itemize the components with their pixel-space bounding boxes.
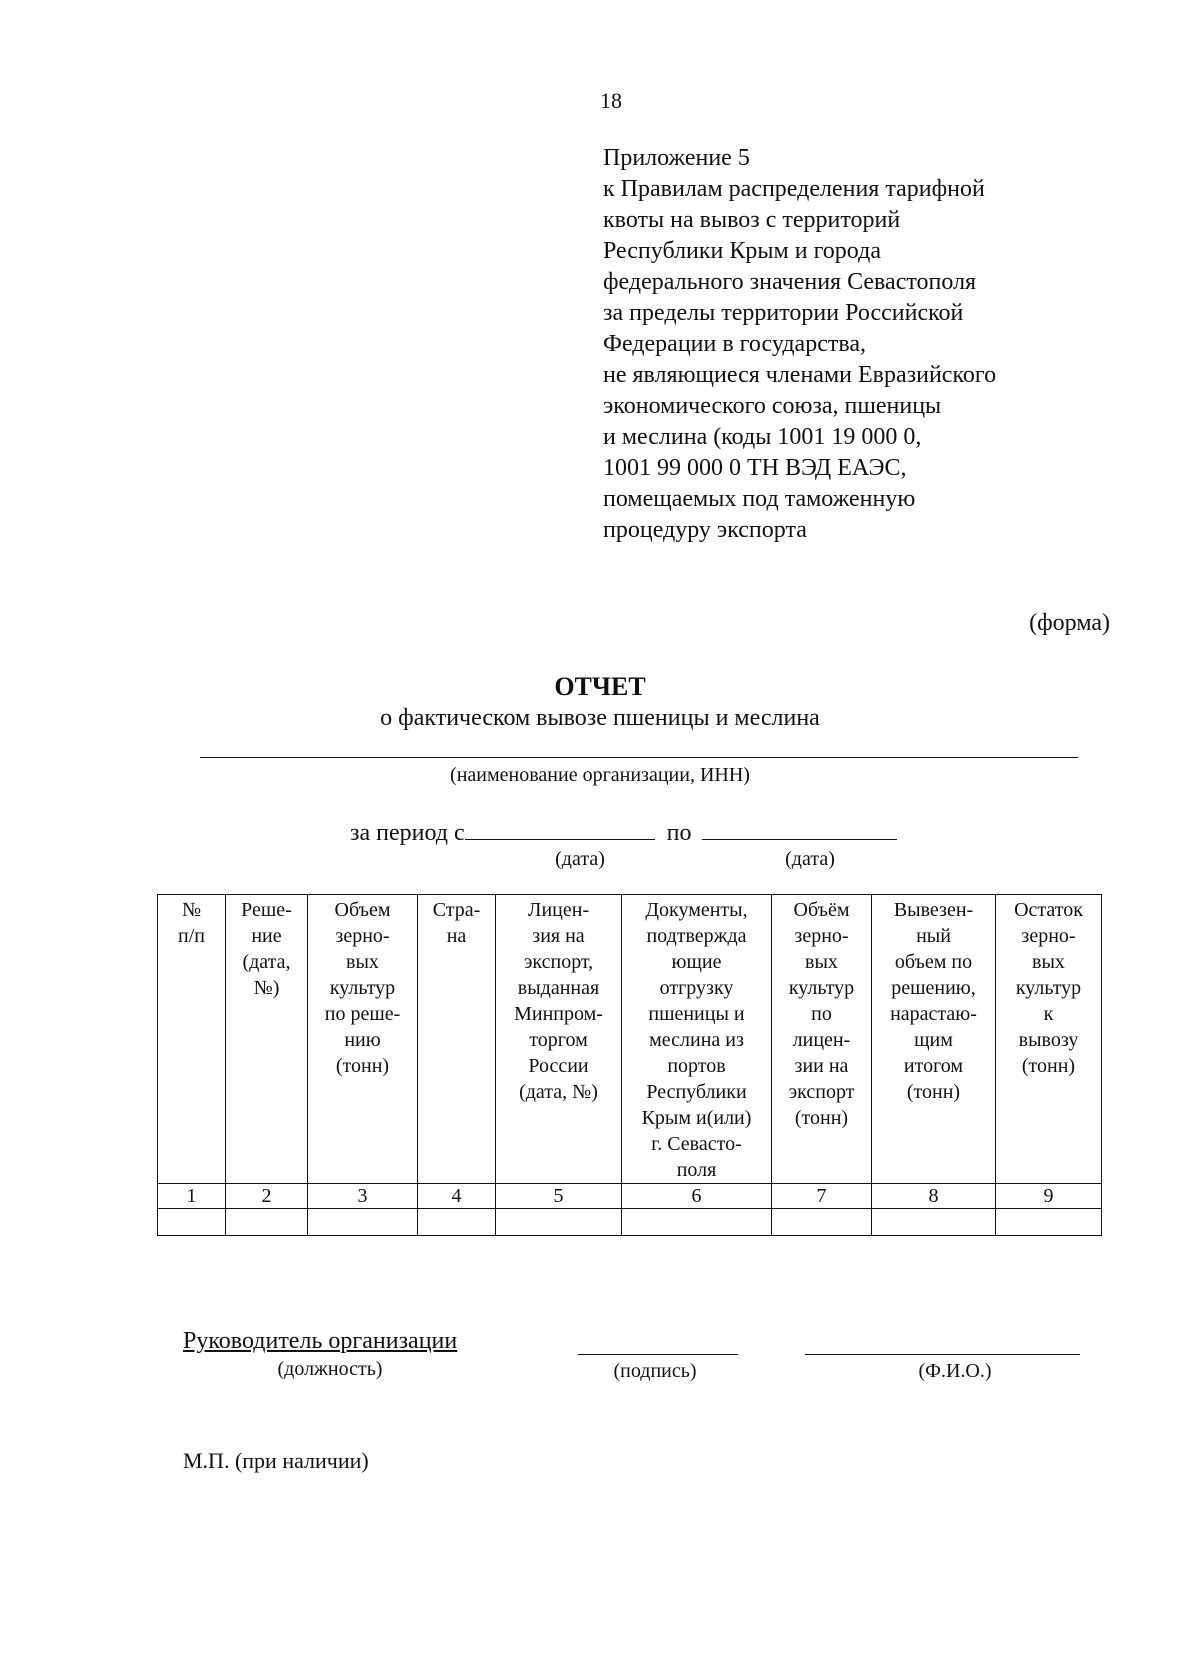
annex-line: к Правилам распределения тарифной [603, 176, 985, 202]
column-header-line: Крым и(или) [641, 1107, 752, 1129]
column-number: 5 [496, 1184, 622, 1209]
column-header-line: отгрузку [659, 977, 734, 999]
date-to-field[interactable] [702, 817, 897, 840]
column-header-line: к [1043, 1003, 1054, 1025]
table-cell[interactable] [226, 1209, 308, 1236]
column-header-line: культур [1015, 977, 1082, 999]
organization-hint: (наименование организации, ИНН) [450, 764, 750, 786]
period-row [350, 817, 897, 847]
annex-line: Федерации в государства, [603, 331, 867, 357]
column-header-line: по реше- [324, 1003, 401, 1025]
column-header-line: по [811, 1003, 832, 1025]
column-header [418, 895, 496, 1184]
column-header-line: зерно- [1021, 925, 1076, 947]
table-cell[interactable] [496, 1209, 622, 1236]
annex-block [603, 143, 1163, 546]
column-header-line: вывозу [1018, 1029, 1079, 1051]
page-number: 18 [600, 88, 622, 113]
annex-line: экономического союза, пшеницы [603, 393, 942, 419]
column-header-line: экспорт [788, 1081, 855, 1103]
annex-line: за пределы территории Российской [603, 300, 964, 326]
column-header-line: г. Севасто- [651, 1133, 742, 1155]
column-header-line: зии на [794, 1055, 849, 1077]
table-header-row [158, 895, 1102, 1184]
column-header-line: на [446, 925, 467, 947]
column-number: 9 [996, 1184, 1102, 1209]
report-title: ОТЧЕТ [554, 672, 646, 701]
position-hint: (должность) [277, 1358, 383, 1380]
column-header [496, 895, 622, 1184]
column-header-line: Стра- [432, 899, 481, 921]
annex-line: 1001 99 000 0 ТН ВЭД ЕАЭС, [603, 455, 907, 481]
column-header-line: (тонн) [794, 1107, 849, 1129]
column-header-line: вых [346, 951, 379, 973]
table-cell[interactable] [772, 1209, 872, 1236]
report-table [157, 894, 1102, 1236]
column-number: 7 [772, 1184, 872, 1209]
organization-field[interactable] [200, 757, 1078, 758]
table-empty-row [158, 1209, 1102, 1236]
column-header-line: щим [914, 1029, 953, 1051]
date-from-hint: (дата) [555, 848, 605, 870]
table-cell[interactable] [308, 1209, 418, 1236]
annex-line: не являющиеся членами Евразийского [603, 362, 997, 388]
column-header-line: Документы, [645, 899, 748, 921]
column-number-row [158, 1184, 1102, 1209]
annex-line: Республики Крым и города [603, 238, 881, 264]
column-header-line: ющие [671, 951, 722, 973]
period-from-label: за период с [350, 820, 465, 846]
column-header [996, 895, 1102, 1184]
form-label: (форма) [1029, 610, 1110, 636]
column-header [772, 895, 872, 1184]
signature-hint: (подпись) [613, 1360, 697, 1382]
fio-hint: (Ф.И.О.) [918, 1360, 992, 1382]
column-header-line: п/п [178, 925, 205, 947]
column-header-line: подтвержда [646, 925, 747, 947]
stamp-label: М.П. (при наличии) [183, 1448, 369, 1473]
column-header-line: ние [251, 925, 282, 947]
date-to-hint: (дата) [785, 848, 835, 870]
table-cell[interactable] [872, 1209, 996, 1236]
column-header-line: (тонн) [335, 1055, 390, 1077]
annex-line: помещаемых под таможенную [603, 486, 916, 512]
column-number: 8 [872, 1184, 996, 1209]
column-header-line: (тонн) [1021, 1055, 1076, 1077]
table-cell[interactable] [996, 1209, 1102, 1236]
column-header-line: №) [253, 977, 280, 999]
column-header-line: Лицен- [527, 899, 590, 921]
column-header-line: лицен- [792, 1029, 851, 1051]
column-header-line: меслина из [649, 1029, 744, 1051]
column-header [872, 895, 996, 1184]
column-header-line: ный [916, 925, 951, 947]
annex-line: квоты на вывоз с территорий [603, 207, 901, 233]
column-number: 4 [418, 1184, 496, 1209]
column-number: 1 [158, 1184, 226, 1209]
column-header-line: (тонн) [906, 1081, 961, 1103]
annex-line: Приложение 5 [603, 145, 750, 171]
annex-line: процедуру экспорта [603, 517, 807, 543]
column-header [308, 895, 418, 1184]
column-header-line: (дата, №) [519, 1081, 598, 1103]
column-header-line: Остаток [1014, 899, 1083, 921]
column-header-line: Объем [334, 899, 391, 921]
column-header-line: нарастаю- [890, 1003, 977, 1025]
period-to-label: по [666, 820, 692, 846]
column-header [622, 895, 772, 1184]
fio-field[interactable] [805, 1354, 1080, 1355]
report-subtitle: о фактическом вывозе пшеницы и меслина [380, 705, 820, 731]
annex-line: и меслина (коды 1001 19 000 0, [603, 424, 922, 450]
signature-field[interactable] [578, 1354, 738, 1355]
column-header-line: Реше- [241, 899, 292, 921]
column-header [226, 895, 308, 1184]
column-header-line: итогом [903, 1055, 964, 1077]
date-from-field[interactable] [465, 817, 655, 840]
column-header-line: пшеницы и [648, 1003, 745, 1025]
column-header-line: зия на [532, 925, 585, 947]
column-header-line: культур [788, 977, 855, 999]
column-header-line: вых [805, 951, 838, 973]
column-number: 3 [308, 1184, 418, 1209]
column-number: 6 [622, 1184, 772, 1209]
table-cell[interactable] [622, 1209, 772, 1236]
column-header-line: выданная [517, 977, 600, 999]
column-header-line: поля [676, 1159, 717, 1181]
column-header-line: № [181, 899, 202, 921]
column-header [158, 895, 226, 1184]
table-cell[interactable] [158, 1209, 226, 1236]
column-header-line: экспорт, [523, 951, 594, 973]
column-header-line: объем по [894, 951, 973, 973]
column-header-line: России [528, 1055, 589, 1077]
column-header-line: нию [344, 1029, 381, 1051]
head-title: Руководитель организации [183, 1328, 458, 1354]
column-number: 2 [226, 1184, 308, 1209]
column-header-line: вых [1032, 951, 1065, 973]
column-header-line: торгом [529, 1029, 588, 1051]
column-header-line: культур [329, 977, 396, 999]
column-header-line: (дата, [242, 951, 291, 973]
column-header-line: Вывезен- [893, 899, 974, 921]
column-header-line: портов [667, 1055, 726, 1077]
column-header-line: зерно- [794, 925, 849, 947]
column-header-line: решению, [891, 977, 976, 999]
table-cell[interactable] [418, 1209, 496, 1236]
column-header-line: Объём [793, 899, 850, 921]
annex-line: федерального значения Севастополя [603, 269, 977, 295]
column-header-line: Минпром- [514, 1003, 603, 1025]
column-header-line: Республики [646, 1081, 747, 1103]
column-header-line: зерно- [335, 925, 390, 947]
